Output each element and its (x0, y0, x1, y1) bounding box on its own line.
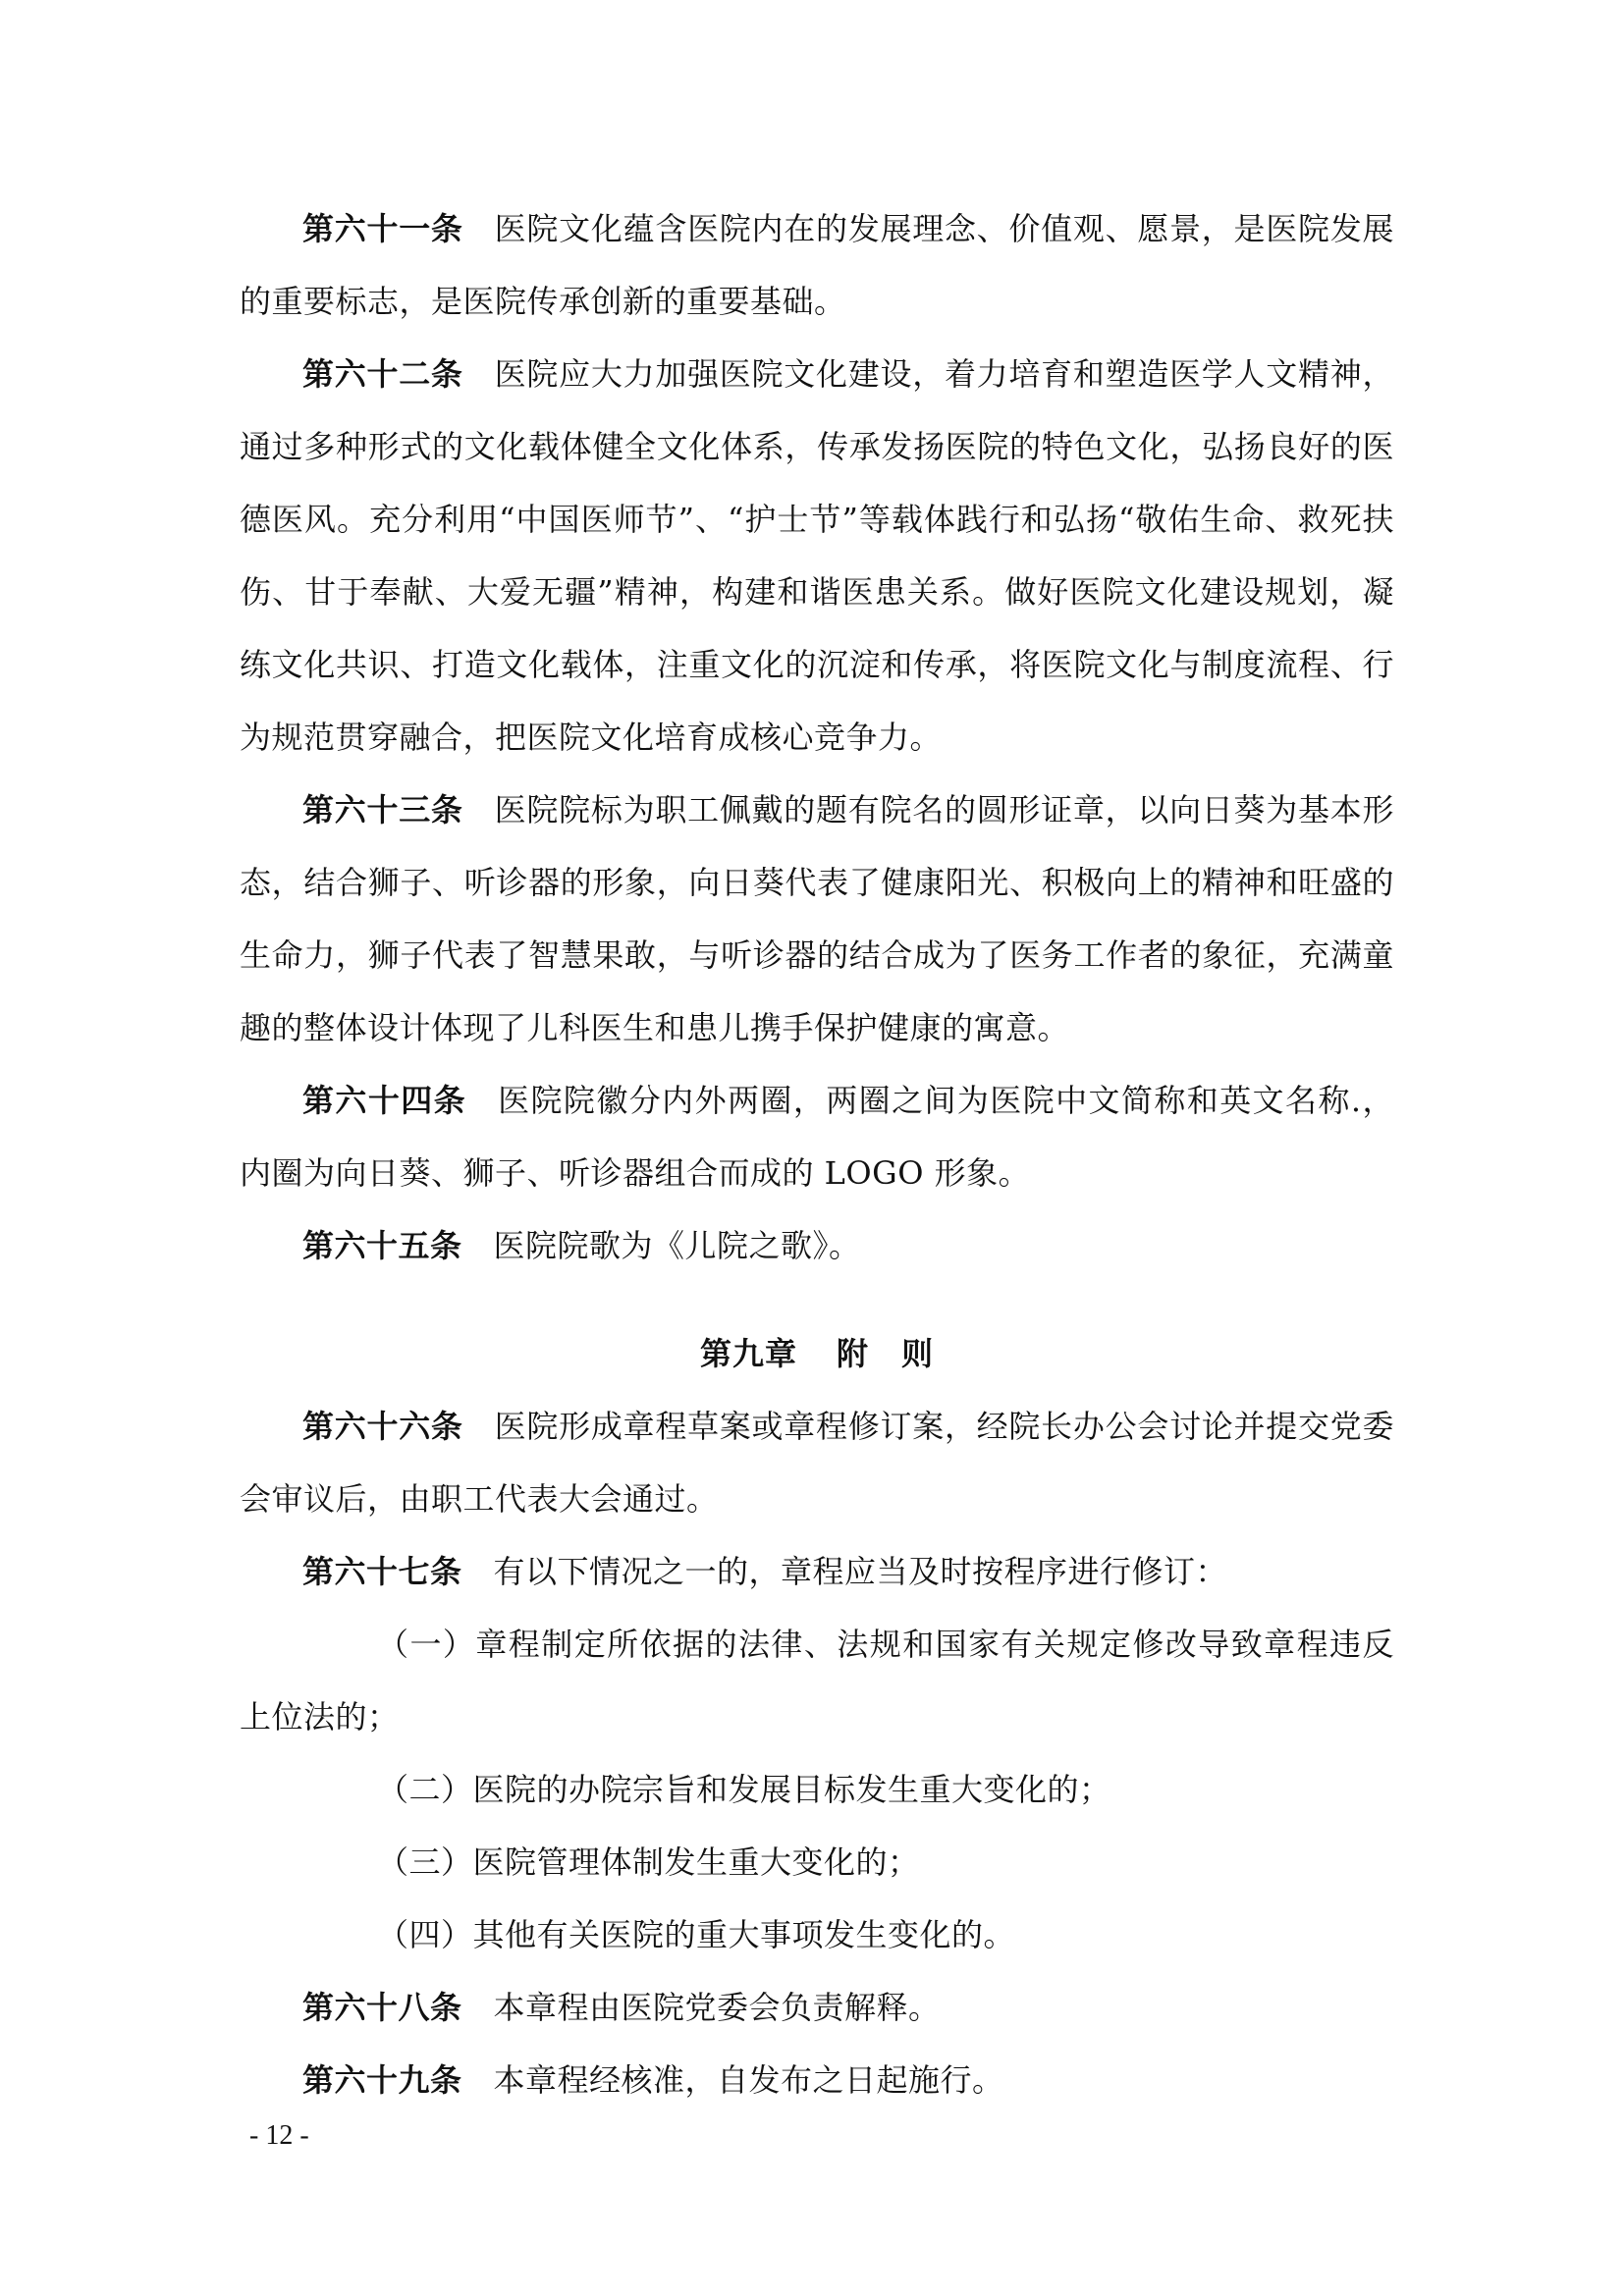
article-68 (240, 1971, 1394, 2044)
article-text: 医院文化蕴含医院内在的发展理念、价值观、愿景，是医院发展的重要标志，是医院传承创新的重要基础。 (240, 210, 1394, 320)
article-62 (240, 338, 1394, 774)
article-number: 第六十四条 (302, 1082, 467, 1119)
article-67-item-2: （二）医院的办院宗旨和发展目标发生重大变化的； (377, 1771, 1111, 1808)
article-number: 第六十七条 (302, 1553, 462, 1590)
article-number: 第六十三条 (302, 791, 463, 828)
article-number: 第六十二条 (302, 355, 463, 393)
page-number: - 12 - (249, 2120, 309, 2151)
article-67-item-4: （四）其他有关医院的重大事项发生变化的。 (377, 1916, 1016, 1953)
article-65 (240, 1209, 1394, 1282)
article-number: 第六十九条 (302, 2061, 462, 2099)
article-text: 医院形成章程草案或章程修订案，经院长办公会讨论并提交党委会审议后，由职工代表大会通过。 (240, 1408, 1394, 1518)
chapter-title: 附 则 (837, 1335, 935, 1372)
chapter-heading (240, 1317, 1394, 1390)
article-text: 医院院歌为《儿院之歌》。 (493, 1227, 861, 1264)
article-66 (240, 1390, 1394, 1535)
article-61 (240, 192, 1394, 338)
article-text: 医院院标为职工佩戴的题有院名的圆形证章，以向日葵为基本形态，结合狮子、听诊器的形象，向日葵代表了健康阳光、积极向上的精神和旺盛的生命力，狮子代表了智慧果敢，与听诊器的结合成为了医务工作者的象征，充满童趣的整体设计体现了儿科医生和患儿携手保护健康的寓意。 (240, 791, 1394, 1046)
article-text: 有以下情况之一的，章程应当及时按程序进行修订： (493, 1553, 1228, 1590)
article-text: 本章程经核准，自发布之日起施行。 (493, 2061, 1004, 2099)
article-text: 医院应大力加强医院文化建设，着力培育和塑造医学人文精神，通过多种形式的文化载体健全文化体系，传承发扬医院的特色文化，弘扬良好的医德医风。充分利用“中国医师节”、“护士节”等载体践行和弘扬“敬佑生命、救死扶伤、甘于奉献、大爱无疆”精神，构建和谐医患关系。做好医院文化建设规划，凝练文化共识、打造文化载体，注重文化的沉淀和传承，将医院文化与制度流程、行为规范贯穿融合，把医院文化培育成核心竞争力。 (240, 355, 1394, 756)
page-content (240, 192, 1394, 2116)
article-67-item-3: （三）医院管理体制发生重大变化的； (377, 1843, 920, 1881)
article-number: 第六十五条 (302, 1227, 462, 1264)
article-67 (240, 1535, 1394, 1608)
article-text: 医院院徽分内外两圈，两圈之间为医院中文简称和英文名称.，内圈为向日葵、狮子、听诊器组合而成的 LOGO 形象。 (240, 1082, 1394, 1192)
article-63 (240, 774, 1394, 1064)
article-number: 第六十六条 (302, 1408, 463, 1445)
article-67-item-1: （一）章程制定所依据的法律、法规和国家有关规定修改导致章程违反上位法的； (240, 1626, 1394, 1735)
article-69 (240, 2044, 1394, 2116)
article-text: 本章程由医院党委会负责解释。 (493, 1989, 941, 2026)
chapter-number: 第九章 (699, 1335, 797, 1372)
article-number: 第六十一条 (302, 210, 463, 247)
article-64 (240, 1064, 1394, 1209)
article-number: 第六十八条 (302, 1989, 462, 2026)
